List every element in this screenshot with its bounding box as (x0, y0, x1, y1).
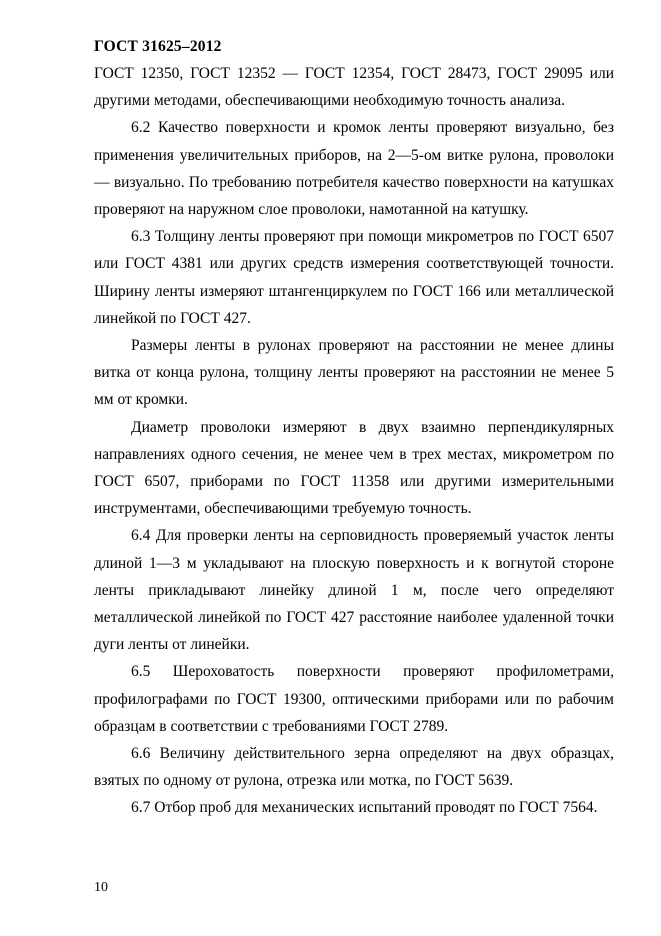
paragraph-6-5: 6.5 Шероховатость поверхности проверяют профилометрами, профилографами по ГОСТ 19300, оптическими приборами или по рабочим образцам в соответствии с требованиями ГОСТ 2789. (94, 663, 614, 735)
paragraph-6-3: 6.3 Толщину ленты проверяют при помощи микрометров по ГОСТ 6507 или ГОСТ 4381 или других средств измерения соответствующей точности. Ширину ленты измеряют штангенциркулем по ГОСТ 166 или металлической линейкой по ГОСТ 427. (94, 228, 614, 327)
paragraph-tape-dimensions: Размеры ленты в рулонах проверяют на расстоянии не менее длины витка от конца рулона, толщину ленты проверяют на расстоянии не менее 5 мм от кромки. (94, 337, 614, 409)
document-body (94, 60, 614, 822)
page-number: 10 (94, 880, 108, 895)
paragraph-continuation: ГОСТ 12350, ГОСТ 12352 — ГОСТ 12354, ГОСТ 28473, ГОСТ 29095 или другими методами, обеспечивающими необходимую точность анализа. (94, 65, 614, 110)
document-header: ГОСТ 31625–2012 (94, 38, 222, 55)
paragraph-6-7: 6.7 Отбор проб для механических испытаний проводят по ГОСТ 7564. (131, 799, 598, 817)
paragraph-6-4: 6.4 Для проверки ленты на серповидность проверяемый участок ленты длиной 1—3 м укладывают на плоскую поверхность и к вогнутой стороне ленты прикладывают линейку длиной 1 м, после чего определяют металлической линейкой по ГОСТ 427 расстояние наиболее удаленной точки дуги ленты от линейки. (94, 527, 614, 654)
paragraph-6-2: 6.2 Качество поверхности и кромок ленты проверяют визуально, без применения увеличительных приборов, на 2—5-ом витке рулона, проволоки — визуально. По требованию потребителя качество поверхности на катушках проверяют на наружном слое проволоки, намотанной на катушку. (94, 119, 614, 219)
paragraph-6-6: 6.6 Величину действительного зерна определяют на двух образцах, взятых по одному от рулона, отрезка или мотка, по ГОСТ 5639. (94, 745, 614, 790)
paragraph-wire-diameter: Диаметр проволоки измеряют в двух взаимно перпендикулярных направлениях одного сечения, не менее чем в трех местах, микрометром по ГОСТ 6507, приборами по ГОСТ 11358 или другими измерительными инструментами, обеспечивающими требуемую точность. (94, 418, 614, 518)
